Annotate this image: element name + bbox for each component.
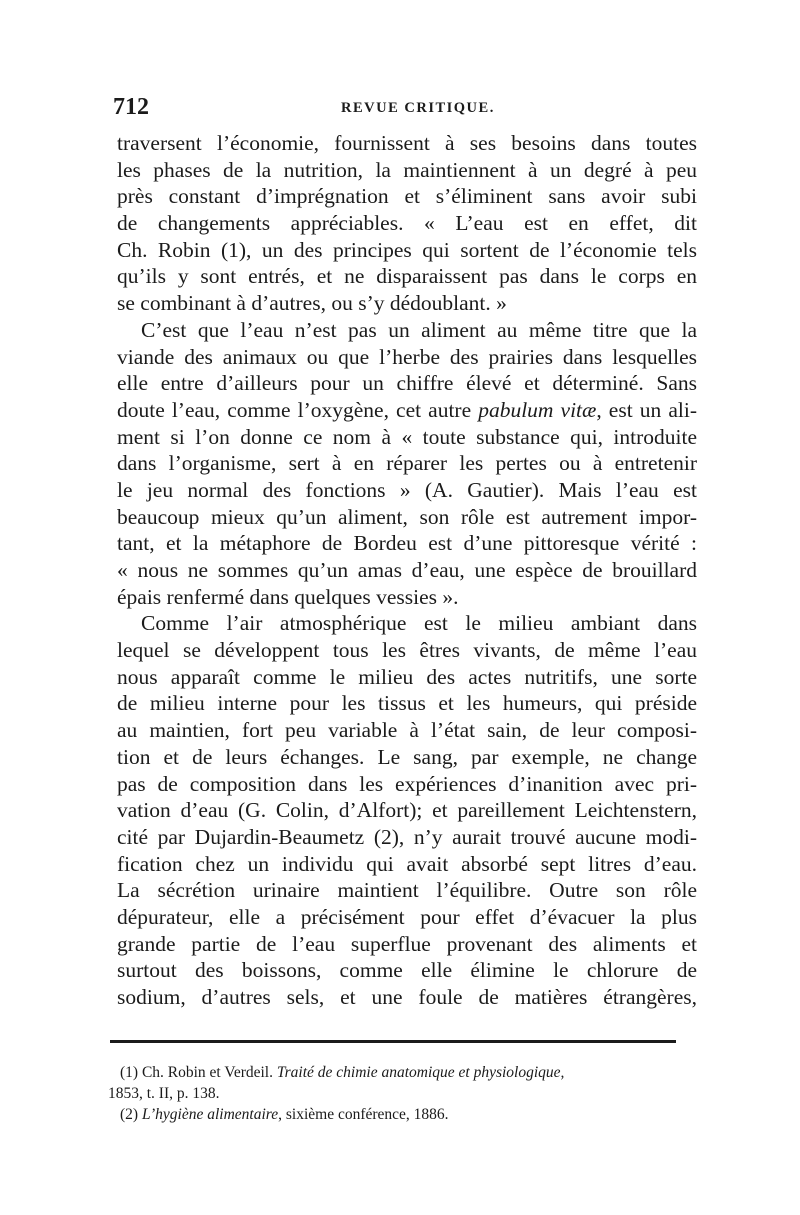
body-line: dans l’organisme, sert à en réparer les pertes ou à entretenir [117, 451, 697, 476]
body-line: grande partie de l’eau superflue provenant des aliments et [117, 931, 697, 956]
footnote-1 [120, 1062, 680, 1083]
footnote-1-continuation: 1853, t. II, p. 138. [108, 1085, 220, 1102]
footnote-2-pre: (2) [120, 1106, 142, 1123]
body-line: elle entre d’ailleurs pour un chiffre élevé et déterminé. Sans [117, 371, 697, 396]
body-line: pas de composition dans les expériences d’inanition avec pri- [117, 771, 697, 796]
body-line: ment si l’on donne ce nom à « toute substance qui, introduite [117, 424, 697, 449]
body-line: qu’ils y sont entrés, et ne disparaissent pas dans le corps en [117, 264, 697, 289]
body-line: lequel se développent tous les êtres vivants, de même l’eau [117, 638, 697, 663]
body-line: Comme l’air atmosphérique est le milieu ambiant dans [141, 611, 697, 636]
body-line: « nous ne sommes qu’un amas d’eau, une espèce de brouillard [117, 558, 697, 582]
body-line: nous apparaît comme le milieu des actes nutritifs, une sorte [117, 664, 697, 689]
body-text [117, 130, 697, 1011]
body-line: surtout des boissons, comme elle élimine le chlorure de [117, 958, 697, 983]
body-line-pre: doute l’eau, comme l’oxygène, cet autre [117, 397, 479, 422]
latin-phrase: pabulum vitæ [478, 397, 597, 422]
footnote-1-pre: (1) Ch. Robin et Verdeil. [120, 1064, 277, 1081]
footnote-divider [110, 1040, 676, 1043]
body-line-with-latin [117, 397, 697, 424]
body-line: C’est que l’eau n’est pas un aliment au même titre que la [141, 317, 697, 342]
body-line: fication chez un individu qui avait absorbé sept litres d’eau. [117, 851, 697, 876]
footnotes [108, 1062, 680, 1125]
body-line: les phases de la nutrition, la maintiennent à un degré à peu [117, 157, 697, 182]
body-line: vation d’eau (G. Colin, d’Alfort); et pareillement Leichtenstern, [117, 798, 697, 823]
body-line: viande des animaux ou que l’herbe des prairies dans lesquelles [117, 344, 697, 369]
body-line: traversent l’économie, fournissent à ses besoins dans toutes [117, 131, 697, 155]
footnote-2 [120, 1104, 680, 1125]
body-line: se combinant à d’autres, ou s’y dédoublant. » [117, 291, 507, 316]
footnote-2-title: L’hygiène alimentaire [141, 1106, 279, 1123]
page-number: 712 [113, 94, 149, 120]
body-line: beaucoup mieux qu’un aliment, son rôle est autrement impor- [117, 504, 697, 529]
footnote-1-title: Traité de chimie anatomique et physiologique, [276, 1064, 565, 1081]
body-line-post: , est un ali- [596, 397, 697, 422]
body-line: au maintien, fort peu variable à l’état sain, de leur composi- [117, 718, 697, 743]
page-header [113, 94, 693, 124]
body-line: le jeu normal des fonctions » (A. Gautier). Mais l’eau est [117, 477, 697, 502]
body-line: dépurateur, elle a précisément pour effet d’évacuer la plus [117, 904, 697, 929]
body-line: près constant d’imprégnation et s’éliminent sans avoir subi [117, 184, 697, 209]
body-line: sodium, d’autres sels, et une foule de matières étrangères, [117, 985, 697, 1009]
body-line: tant, et la métaphore de Bordeu est d’une pittoresque vérité : [117, 531, 697, 556]
running-head: REVUE CRITIQUE. [341, 100, 495, 116]
body-line: tion et de leurs échanges. Le sang, par exemple, ne change [117, 744, 697, 769]
body-line: cité par Dujardin-Beaumetz (2), n’y aurait trouvé aucune modi- [117, 824, 697, 849]
body-line: Ch. Robin (1), un des principes qui sortent de l’économie tels [117, 237, 697, 262]
body-line: épais renfermé dans quelques vessies ». [117, 584, 459, 609]
body-line: La sécrétion urinaire maintient l’équilibre. Outre son rôle [117, 878, 697, 903]
footnote-2-post: , sixième conférence, 1886. [278, 1106, 449, 1123]
body-line: de changements appréciables. « L’eau est en effet, dit [117, 211, 697, 236]
body-line: de milieu interne pour les tissus et les humeurs, qui préside [117, 691, 697, 716]
